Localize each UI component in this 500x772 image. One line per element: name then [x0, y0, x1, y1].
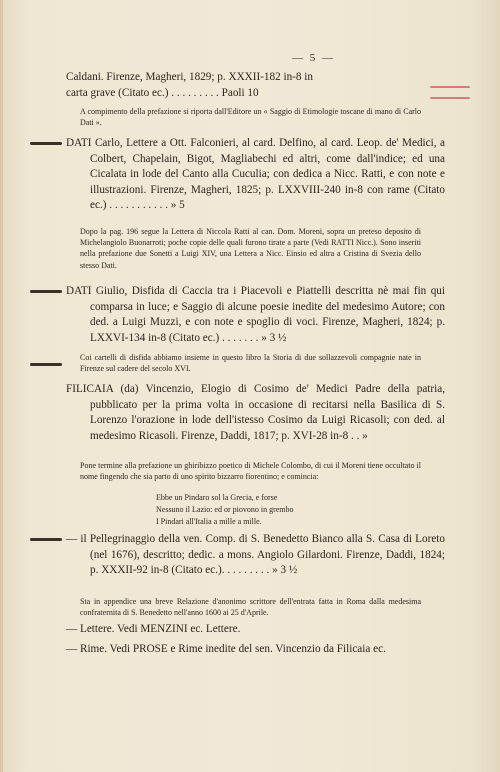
entry-dati-carlo-text: DATI Carlo, Lettere a Ott. Falconieri, al card. Delfino, al card. Leop. de' Medici, a Colbert, Chapelain, Bigot, Magliabechi ed altri, come dall'indice; ed una Cicalata in lode del Canto alla Cuculia; con dedica a Nicc. Ratti, e con note e illustrazioni. Firenze, Magheri, 1825; p. LXXVIII-240 in-8 con rame (Citato ec.) . . . . . . . . . . . » 5	[66, 137, 445, 211]
note-filicaia	[66, 460, 421, 482]
verse-line-2: Nessuno il Lazio: ed or piovono in grembo	[156, 505, 294, 514]
note-filicaia-text: Pone termine alla prefazione un ghiribizzo poetico di Michele Colombo, di cui il Moreni tiene occultato il nome fingendo che sia parto di uno spirito bizzarro fiorentino; e comincia:	[80, 461, 421, 482]
margin-red-mark-1	[430, 86, 470, 88]
page-number: — 5 —	[292, 52, 335, 64]
entry-pellegrinaggio	[66, 532, 445, 579]
entry-caldani-line-1: Caldani. Firenze, Magheri, 1829; p. XXXII-182 in-8 in	[66, 71, 314, 83]
note-pellegrinaggio	[66, 596, 421, 618]
entry-rime-text: — Rime. Vedi PROSE e Rime inedite del sen. Vincenzio da Filicaia ec.	[66, 643, 386, 655]
margin-mark-dati-giulio	[30, 290, 62, 293]
margin-red-mark-2	[430, 97, 470, 99]
entry-dati-giulio	[66, 284, 445, 346]
entry-dati-carlo	[66, 136, 445, 214]
verse-filicaia	[156, 492, 294, 528]
note-caldani-text: A compimento della prefazione si riporta dall'Editore un « Saggio di Etimologie toscane di mano di Carlo Dati ».	[80, 107, 421, 128]
entry-filicaia-text: FILICAIA (da) Vincenzio, Elogio di Cosimo de' Medici Padre della patria, pubblicato per la prima volta in occasione di recitarsi nella Basilica di S. Lorenzo l'orazione in lode dell'istesso Cosimo da Luigi Ricasoli; con ded. al medesimo Ricasoli. Firenze, Daddi, 1817; p. XVI-28 in-8 . . »	[66, 383, 445, 442]
margin-mark-pellegrinaggio	[30, 538, 62, 541]
entry-caldani	[66, 70, 421, 101]
entry-filicaia	[66, 382, 445, 444]
entry-lettere	[66, 622, 445, 638]
page-edge-shadow	[0, 0, 3, 772]
note-pellegrinaggio-text: Sta in appendice una breve Relazione d'anonimo scrittore dell'entrata fatta in Roma dalla medesima confraternita di S. Benedetto nell'anno 1600 ai 25 d'Aprile.	[80, 597, 421, 618]
margin-mark-dati-carlo	[30, 142, 62, 145]
entry-rime	[66, 642, 445, 658]
note-dati-carlo-text: Dopo la pag. 196 segue la Lettera di Niccola Ratti al can. Dom. Moreni, sopra un preteso deposito di Michelangiolo Buonarroti; poche copie delle quali furono tirate a parte (Vedi RATTI Nicc.). Sono inseriti nella prefazione due Sonetti a Luigi XIV, una Lettera a Nicc. Einsio ed altra a Cristina di Svezia dello stesso Dati.	[80, 227, 421, 270]
note-dati-giulio-text: Coi cartelli di disfida abbiamo insieme in questo libro la Storia di due sollazzevoli compagnie nate in Firenze sul cadere del secolo XVI.	[80, 353, 421, 374]
margin-mark-filicaia	[30, 363, 62, 366]
verse-line-1: Ebbe un Pindaro sol la Grecia, e forse	[156, 493, 278, 502]
verse-line-3: I Pindari all'Italia a mille a mille.	[156, 517, 262, 526]
entry-caldani-line-2: carta grave (Citato ec.) . . . . . . . . . Paoli 10	[66, 86, 259, 99]
entry-lettere-text: — Lettere. Vedi MENZINI ec. Lettere.	[66, 623, 241, 635]
note-caldani	[66, 106, 421, 128]
note-dati-giulio	[66, 352, 421, 374]
entry-dati-giulio-text: DATI Giulio, Disfida di Caccia tra i Piacevoli e Piattelli descritta nè mai fin qui comparsa in luce; e Saggio di alcune poesie inedite del medesimo Autore; con ded. a Luigi Muzzi, e con note e spoglio di voci. Firenze, Magheri, 1824; p. LXXVI-134 in-8 (Citato ec.) . . . . . . . » 3 ½	[66, 285, 445, 344]
note-dati-carlo	[66, 226, 421, 271]
entry-pellegrinaggio-text: — il Pellegrinaggio della ven. Comp. di S. Benedetto Bianco alla S. Casa di Loreto (nel 1676), descritto; dedic. a mons. Angiolo Gilardoni. Firenze, Daddi, 1824; p. XXXII-92 in-8 (Citato ec.). . . . . . . . . » 3 ½	[66, 533, 445, 576]
